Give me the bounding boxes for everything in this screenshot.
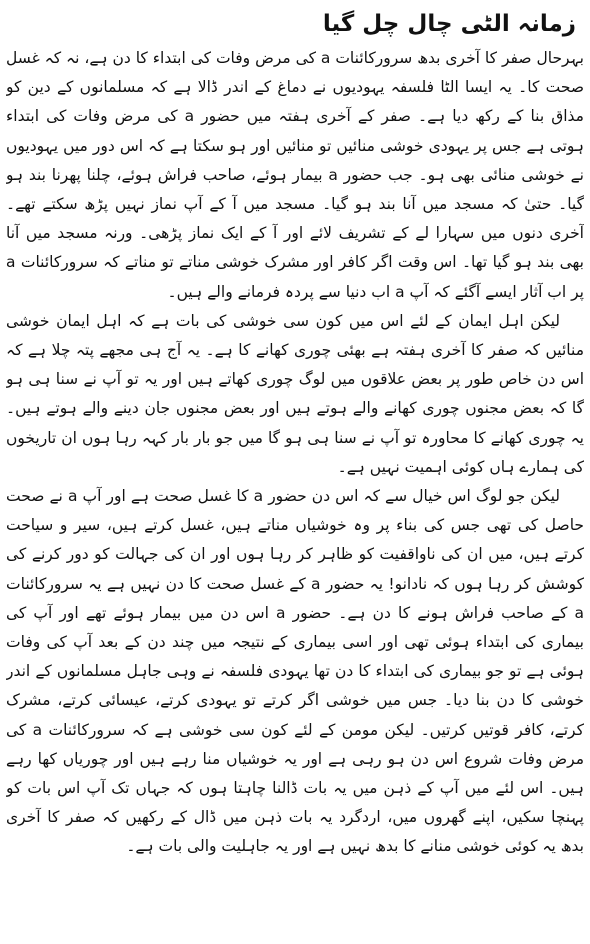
document-page xyxy=(6,4,584,940)
paragraph-1: بہرحال صفر کا آخری بدھ سرورکائنات a کی مرض وفات کی ابتداء کا دن ہے، نہ کہ غسل صحت کا۔ یہ ایسا الٹا فلسفہ یہودیوں نے دماغ کے اندر ڈالا ہے کہ مسلمانوں کے دین کو مذاق بنا کے رکھ دیا ہے۔ صفر کے آخری ہفتہ میں حضور a کی مرض وفات کی ابتداء ہوتی ہے جس پر یہودی خوشی منائیں تو منائیں اور ہو سکتا ہے کہ اس دور میں یہودیوں نے خوشی منائی بھی ہو۔ جب حضور a بیمار ہوئے، صاحب فراش ہوئے، چلنا پھرنا بند ہو گیا۔ حتیٰ کہ مسجد میں آنا بند ہو گیا۔ مسجد میں آ کے آپ نماز نہیں پڑھ سکتے تھے۔ آخری دنوں میں سہارا لے کے تشریف لائے اور آ کے ایک نماز پڑھی۔ ورنہ مسجد میں آنا بھی بند ہو گیا تھا۔ اس وقت اگر کافر اور مشرک خوشی مناتے تو مناتے کہ سرورکائنات a پر اب آثار ایسے آگئے کہ آپ a اب دنیا سے پردہ فرمانے والے ہیں۔ xyxy=(6,49,584,301)
document-title: زمانہ الٹی چال چل گیا xyxy=(322,11,576,37)
paragraph-3: لیکن جو لوگ اس خیال سے کہ اس دن حضور a کا غسل صحت ہے اور آپ a نے صحت حاصل کی تھی جس کی بناء پر وہ خوشیاں مناتے ہیں، غسل کرتے ہیں، سیر و سیاحت کرتے ہیں، میں ان کی ناواقفیت کو ظاہر کر رہا ہوں اور ان کی جہالت کو دور کرنے کی کوشش کر رہا ہوں کہ نادانو! یہ حضور a کے غسل صحت کا دن نہیں ہے یہ سرورکائنات a کے صاحب فراش ہونے کا دن ہے۔ حضور a اس دن میں بیمار ہوئے تھے اور آپ کی بیماری کی ابتداء ہوئی تھی اور اسی بیماری کے نتیجہ میں چند دن کے بعد آپ کی وفات ہوئی ہے تو جو بیماری کی ابتداء کا دن تھا یہودی فلسفہ نے وہی جاہل مسلمانوں کے اندر خوشی کا دن بنا دیا۔ جس میں خوشی اگر کرتے تو یہودی کرتے، عیسائی کرتے، مشرک کرتے، کافر قوتیں کرتیں۔ لیکن مومن کے لئے کون سی خوشی ہے کہ سرورکائنات a کی مرض وفات شروع اس دن ہو رہی ہے اور یہ خوشیاں منا رہے ہیں اور چوریاں کھا رہے ہیں۔ اس لئے میں آپ کے ذہن میں یہ بات ڈالنا چاہتا ہوں کہ جہاں تک آپ اس بات کو پہنچا سکیں، اپنے گھروں میں، اردگرد یہ بات ذہن میں ڈال کے رکھیں کہ صفر کا آخری بدھ یہ کوئی خوشی منانے کا بدھ نہیں ہے اور یہ جاہلیت والی بات ہے۔ xyxy=(6,487,584,856)
paragraph-2: لیکن اہل ایمان کے لئے اس میں کون سی خوشی کی بات ہے کہ اہل ایمان خوشی منائیں کہ صفر کا آخری ہفتہ ہے بھئی چوری کھانے کا ہے۔ یہ آج ہی مجھے پتہ چلا ہے کہ اس دن خاص طور پر بعض علاقوں میں لوگ چوری کھاتے ہیں اور یہ تو آپ نے سنا ہی ہو گا کہ بعض مجنوں چوری کھانے والے ہوتے ہیں اور بعض مجنوں جان دینے والے ہوتے ہیں۔ یہ چوری کھانے کا محاورہ تو آپ نے سنا ہی ہو گا میں جو بار بار کہہ رہا ہوں ان تاریخوں کی ہمارے ہاں کوئی اہمیت نہیں ہے۔ xyxy=(6,311,584,476)
